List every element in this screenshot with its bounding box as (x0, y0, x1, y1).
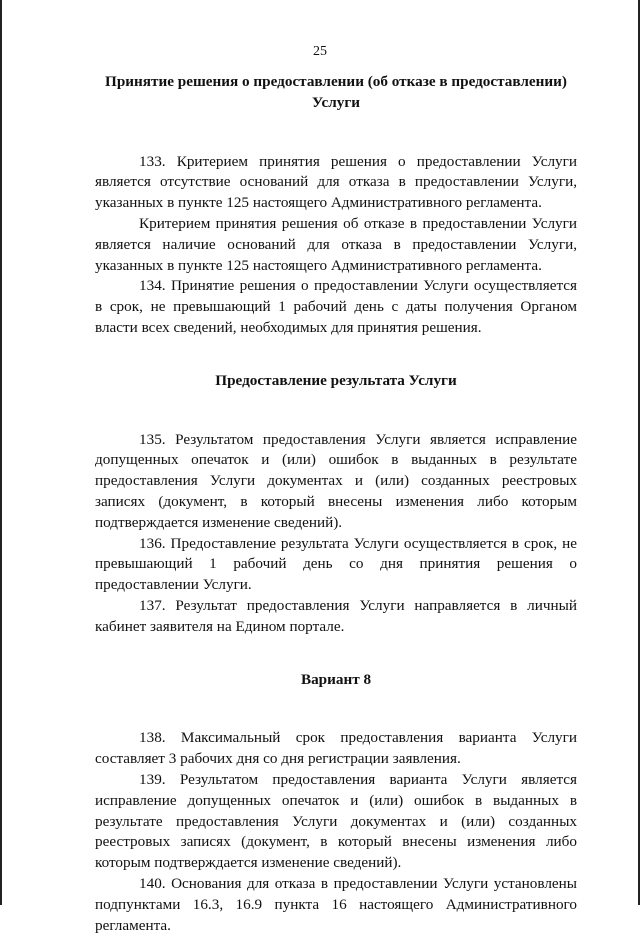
section-variant-8 (95, 670, 577, 936)
scan-left-edge (0, 0, 2, 905)
paragraph-135: 135. Результатом предоставления Услуги является исправление допущенных опечаток и (или) ошибок в выданных в результате предоставления Услуги документах и (или) созданных реестровых записях (документ, в который внесены изменения либо которым подтверждается изменение сведений). (95, 430, 577, 531)
paragraph-133-refusal: Критерием принятия решения об отказе в предоставлении Услуги является наличие оснований для отказа в предоставлении Услуги, указанных в пункте 125 настоящего Административного регламента. (95, 214, 577, 274)
paragraph-140: 140. Основания для отказа в предоставлении Услуги установлены подпунктами 16.3, 16.9 пункта 16 настоящего Административного регламента. (95, 874, 577, 934)
paragraph-133: 133. Критерием принятия решения о предоставлении Услуги является отсутствие оснований для отказа в предоставлении Услуги, указанных в пункте 125 настоящего Административного регламента. (95, 152, 577, 212)
section-result (95, 371, 577, 638)
page-number: 25 (313, 44, 327, 59)
paragraph-134: 134. Принятие решения о предоставлении Услуги осуществляется в срок, не превышающий 1 рабочий день с даты получения Органом власти всех сведений, необходимых для принятия решения. (95, 277, 577, 336)
document-body (95, 72, 577, 936)
section-heading: Предоставление результата Услуги (215, 371, 457, 389)
section-heading: Принятие решения о предоставлении (об отказе в предоставлении) Услуги (105, 73, 567, 111)
section-heading: Вариант 8 (300, 670, 372, 688)
paragraph-136: 136. Предоставление результата Услуги осуществляется в срок, не превышающий 1 рабочий день со дня принятия решения о предоставлении Услуги. (95, 534, 577, 594)
paragraph-139: 139. Результатом предоставления варианта Услуги является исправление допущенных опечаток и (или) ошибок в выданных в результате предоставления Услуги документах и (или) созданных реестровых записях (документ, в который внесены изменения либо которым подтверждается изменение сведений). (95, 770, 577, 872)
paragraph-137: 137. Результат предоставления Услуги направляется в личный кабинет заявителя на Едином портале. (95, 596, 577, 635)
section-decision (95, 72, 577, 339)
paragraph-138: 138. Максимальный срок предоставления варианта Услуги составляет 3 рабочих дня со дня регистрации заявления. (95, 729, 577, 768)
